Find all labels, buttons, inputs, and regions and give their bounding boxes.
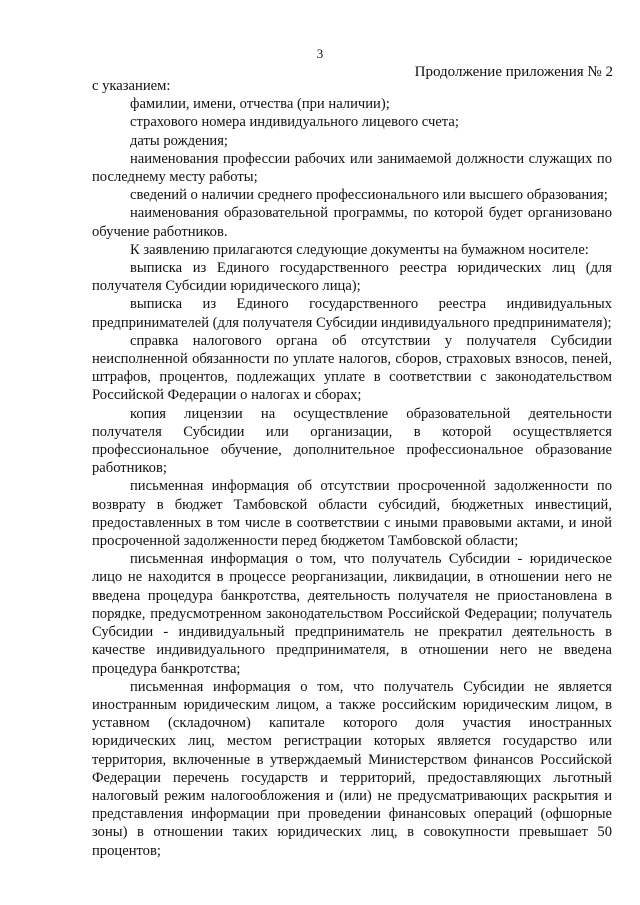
paragraph: письменная информация о том, что получатель Субсидии - юридическое лицо не находится в процессе реорганизации, ликвидации, в отношении него не введена процедура банкротства, деятельность получателя не приостановлена в порядке, предусмотренном законодательством Российской Федерации; получатель Субсидии - индивидуальный предприниматель не прекратил деятельность в качестве индивидуального предпринимателя, в отношении него не введена процедура банкротства; [92, 551, 612, 677]
paragraph: с указанием: [92, 78, 171, 94]
paragraph: даты рождения; [130, 132, 228, 149]
document-body [92, 77, 612, 860]
paragraph: фамилии, имени, отчества (при наличии); [130, 96, 390, 113]
paragraph: выписка из Единого государственного реестра юридических лиц (для получателя Субсидии юридического лица); [92, 260, 612, 295]
paragraph: К заявлению прилагаются следующие документы на бумажном носителе: [130, 241, 589, 258]
paragraph: письменная информация об отсутствии просроченной задолженности по возврату в бюджет Тамбовской области субсидий, бюджетных инвестиций, предоставленных в том числе в соответствии с иными правовыми актами, и иной просроченной задолженности перед бюджетом Тамбовской области; [92, 478, 612, 550]
paragraph: справка налогового органа об отсутствии у получателя Субсидии неисполненной обязанности по уплате налогов, сборов, страховых взносов, пеней, штрафов, процентов, подлежащих уплате в соответствии с законодательством Российской Федерации о налогах и сборах; [92, 332, 612, 404]
paragraph: сведений о наличии среднего профессионального или высшего образования; [130, 187, 608, 204]
paragraph: копия лицензии на осуществление образовательной деятельности получателя Субсидии или организации, в которой осуществляется профессиональное обучение, дополнительное профессиональное образование работников; [92, 405, 612, 477]
paragraph: наименования образовательной программы, по которой будет организовано обучение работников. [92, 205, 612, 240]
paragraph: наименования профессии рабочих или занимаемой должности служащих по последнему месту работы; [92, 150, 612, 186]
paragraph: страхового номера индивидуального лицевого счета; [130, 114, 459, 131]
paragraph: выписка из Единого государственного реестра индивидуальных предпринимателей (для получателя Субсидии индивидуального предпринимателя); [92, 296, 612, 331]
paragraph: письменная информация о том, что получатель Субсидии не является иностранным юридическим лицом, а также российским юридическим лицом, в уставном (складочном) капитале которого доля участия иностранных юридических лиц, местом регистрации которых является государство или территория, включенные в утверждаемый Министерством финансов Российской Федерации перечень государств и территорий, предоставляющих льготный налоговый режим налогообложения и (или) не предусматривающих раскрытия и представления информации при проведении финансовых операций (офшорные зоны) в отношении таких юридических лиц, в совокупности превышает 50 процентов; [92, 678, 612, 859]
page-number: 3 [316, 46, 324, 61]
appendix-continuation-header: Продолжение приложения № 2 [414, 64, 613, 80]
